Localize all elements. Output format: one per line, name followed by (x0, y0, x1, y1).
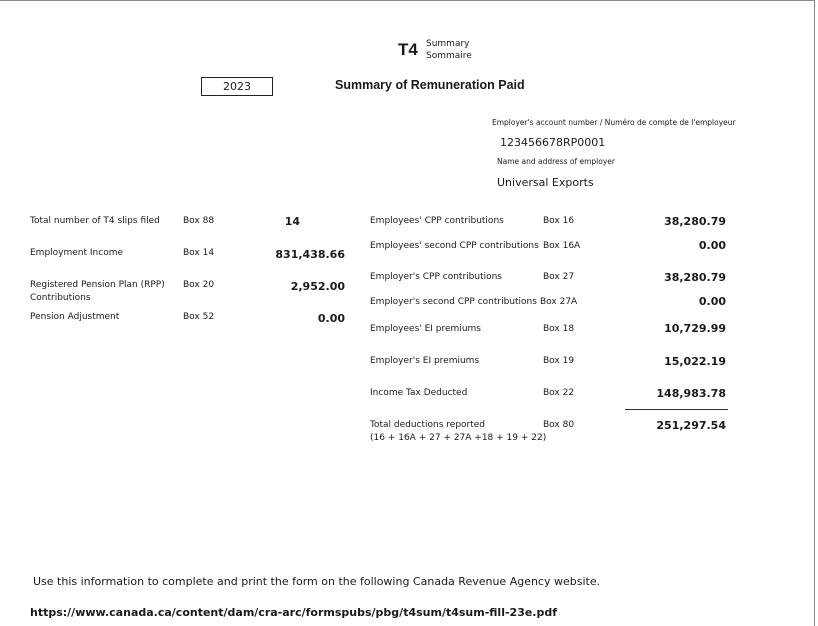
row-amount: 831,438.66 (275, 248, 345, 261)
row-box: Box 18 (543, 324, 575, 334)
summary-label-en: Summary (426, 39, 470, 49)
form-code: T4 (398, 40, 418, 59)
row-amount: 14 (284, 215, 300, 228)
row-label: Employer's second CPP contributions (370, 297, 537, 307)
total-divider (625, 409, 728, 410)
row-label: Pension Adjustment (30, 312, 120, 322)
account-number-value: 123456678RP0001 (500, 136, 606, 149)
instructions-note: Use this information to complete and print the form on the following Canada Revenue Agency website. (33, 575, 601, 588)
row-box: Box 16 (543, 216, 575, 226)
row-label: Employer's CPP contributions (370, 272, 502, 282)
row-amount: 38,280.79 (664, 215, 726, 228)
row-label: Employees' EI premiums (370, 324, 481, 334)
row-box: Box 27A (540, 297, 578, 307)
employer-name-value: Universal Exports (497, 176, 594, 189)
total-amount: 251,297.54 (656, 419, 726, 432)
row-label: Employees' second CPP contributions (370, 241, 539, 251)
row-label: Employer's EI premiums (370, 356, 480, 366)
row-box: Box 80 (543, 420, 575, 430)
row-label: Total number of T4 slips filed (30, 216, 160, 226)
row-box: Box 27 (543, 272, 575, 282)
row-box: Box 22 (543, 388, 575, 398)
total-label: Total deductions reported (370, 420, 486, 430)
row-amount: 148,983.78 (656, 387, 726, 400)
row-label: Employment Income (30, 248, 124, 258)
row-label-line2: Contributions (30, 293, 91, 303)
total-formula: (16 + 16A + 27 + 27A +18 + 19 + 22) (370, 433, 547, 443)
row-amount: 0.00 (698, 239, 726, 252)
row-amount: 0.00 (698, 295, 726, 308)
cra-form-link[interactable]: https://www.canada.ca/content/dam/cra-arc/formspubs/pbg/t4sum/t4sum-fill-23e.pdf (30, 606, 558, 619)
form-title: Summary of Remuneration Paid (335, 78, 525, 92)
employer-name-label: Name and address of employer (497, 157, 615, 166)
summary-label-fr: Sommaire (426, 51, 472, 61)
row-amount: 38,280.79 (664, 271, 726, 284)
row-box: Box 19 (543, 356, 575, 366)
row-label: Income Tax Deducted (370, 388, 468, 398)
row-box: Box 88 (183, 216, 215, 226)
row-box: Box 16A (543, 241, 581, 251)
row-label: Registered Pension Plan (RPP) (30, 280, 165, 290)
account-number-label: Employer's account number / Numéro de compte de l'employeur (492, 118, 736, 127)
row-box: Box 14 (183, 248, 215, 258)
tax-year-box: 2023 (201, 77, 273, 96)
row-box: Box 52 (183, 312, 215, 322)
row-amount: 2,952.00 (290, 280, 345, 293)
row-amount: 10,729.99 (664, 322, 726, 335)
row-amount: 0.00 (317, 312, 345, 325)
row-box: Box 20 (183, 280, 215, 290)
row-label: Employees' CPP contributions (370, 216, 504, 226)
row-amount: 15,022.19 (664, 355, 726, 368)
